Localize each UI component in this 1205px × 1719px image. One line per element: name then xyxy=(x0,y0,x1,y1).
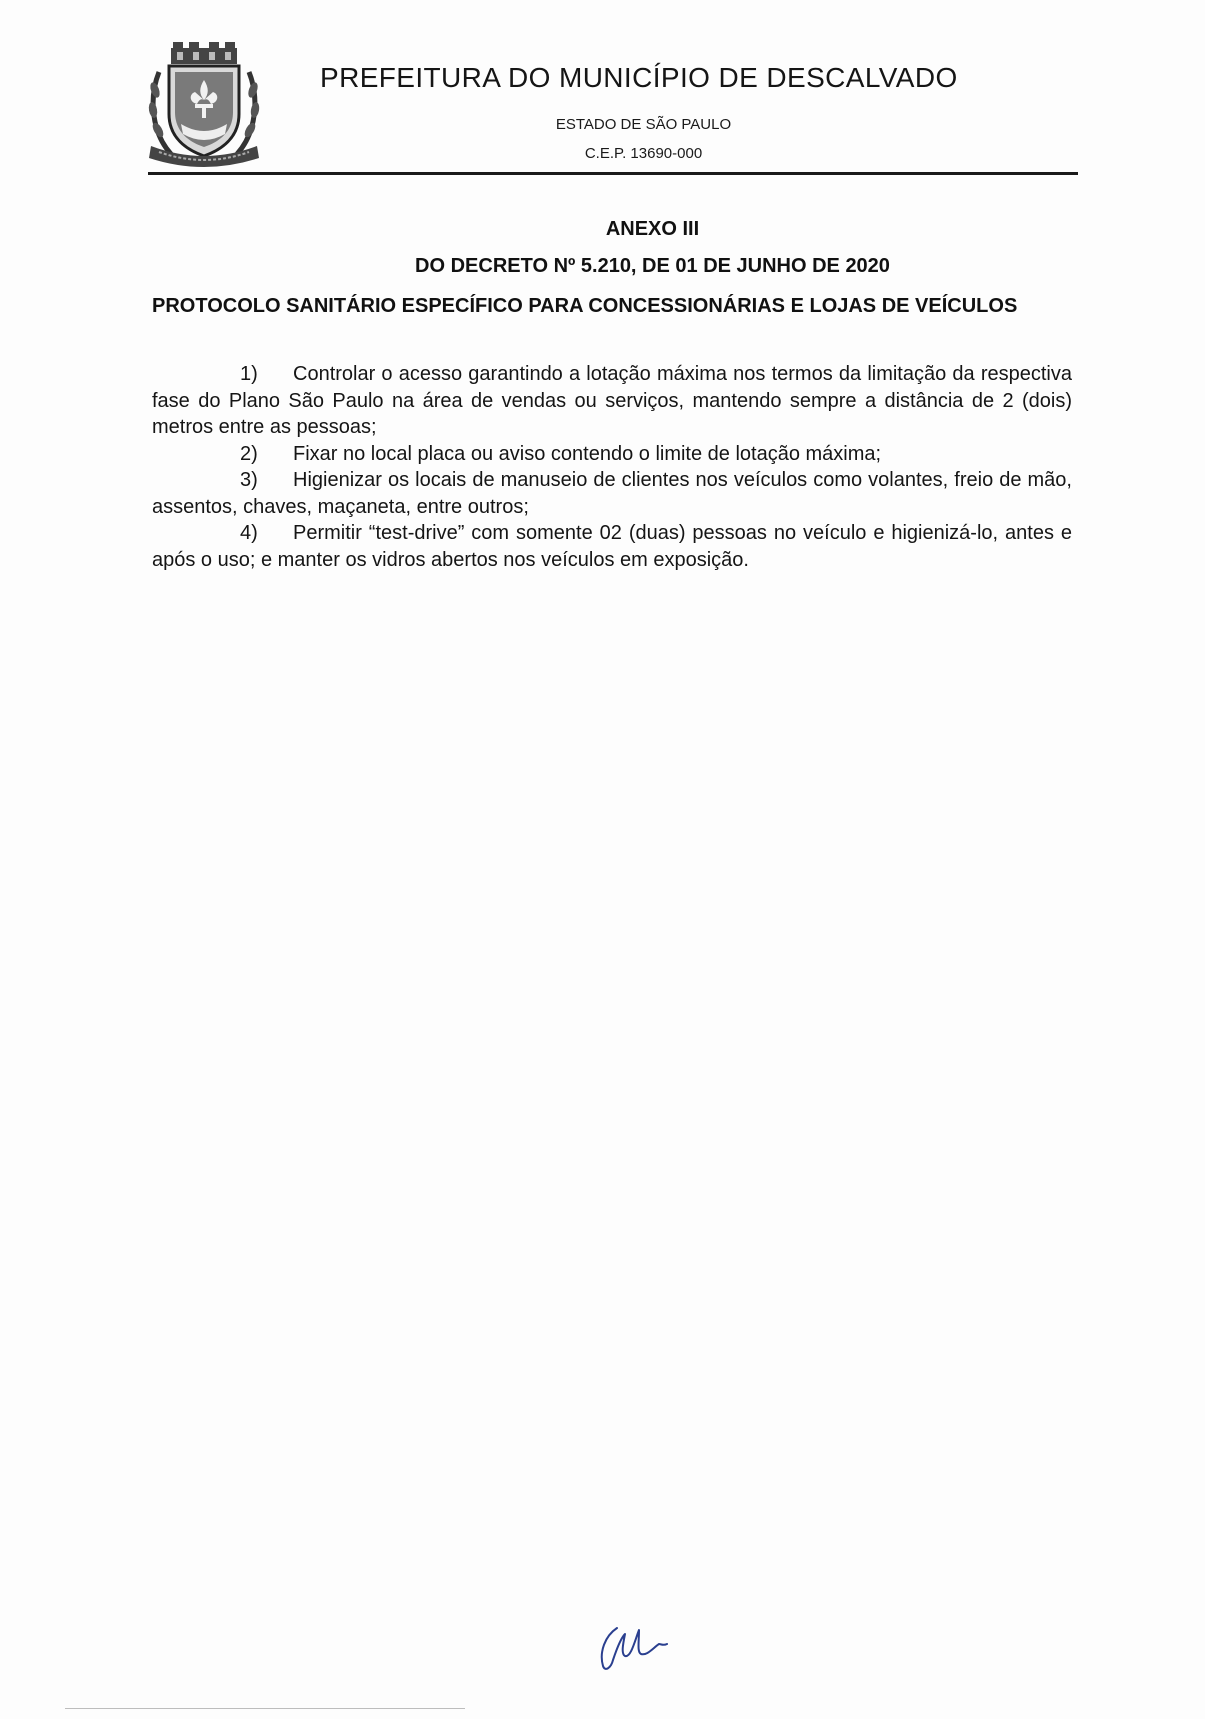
annex-title: ANEXO III xyxy=(605,218,700,240)
item-text: Fixar no local placa ou aviso contendo o limite de lotação máxima; xyxy=(293,442,882,465)
item-number: 1) xyxy=(240,363,258,385)
protocol-items xyxy=(152,361,1072,573)
item-text: Higienizar os locais de manuseio de clientes nos veículos como volantes, freio de mão, assentos, chaves, maçaneta, entre outros; xyxy=(152,469,1072,518)
protocol-item xyxy=(152,361,1072,441)
item-text: Controlar o acesso garantindo a lotação máxima nos termos da limitação da respectiva fase do Plano São Paulo na área de vendas ou serviços, mantendo sempre a distância de 2 (dois) metros entre as pessoas; xyxy=(152,363,1072,438)
protocol-item xyxy=(152,441,1072,468)
decree-title: DO DECRETO Nº 5.210, DE 01 DE JUNHO DE 2020 xyxy=(415,255,890,277)
handwritten-signature-icon xyxy=(595,1618,670,1673)
protocol-title: PROTOCOLO SANITÁRIO ESPECÍFICO PARA CONCESSIONÁRIAS E LOJAS DE VEÍCULOS xyxy=(152,295,1018,317)
item-number: 4) xyxy=(240,522,258,544)
item-text: Permitir “test-drive” com somente 02 (duas) pessoas no veículo e higienizá-lo, antes e após o uso; e manter os vidros abertos nos veículos em exposição. xyxy=(152,522,1072,571)
protocol-item xyxy=(152,520,1072,573)
protocol-item xyxy=(152,467,1072,520)
header-divider xyxy=(148,172,1078,175)
postal-code: C.E.P. 13690-000 xyxy=(584,145,703,162)
footer-divider xyxy=(65,1708,465,1709)
state-name: ESTADO DE SÃO PAULO xyxy=(555,116,732,133)
item-number: 3) xyxy=(240,469,258,491)
item-number: 2) xyxy=(240,442,258,465)
municipality-title: PREFEITURA DO MUNICÍPIO DE DESCALVADO xyxy=(320,62,958,93)
